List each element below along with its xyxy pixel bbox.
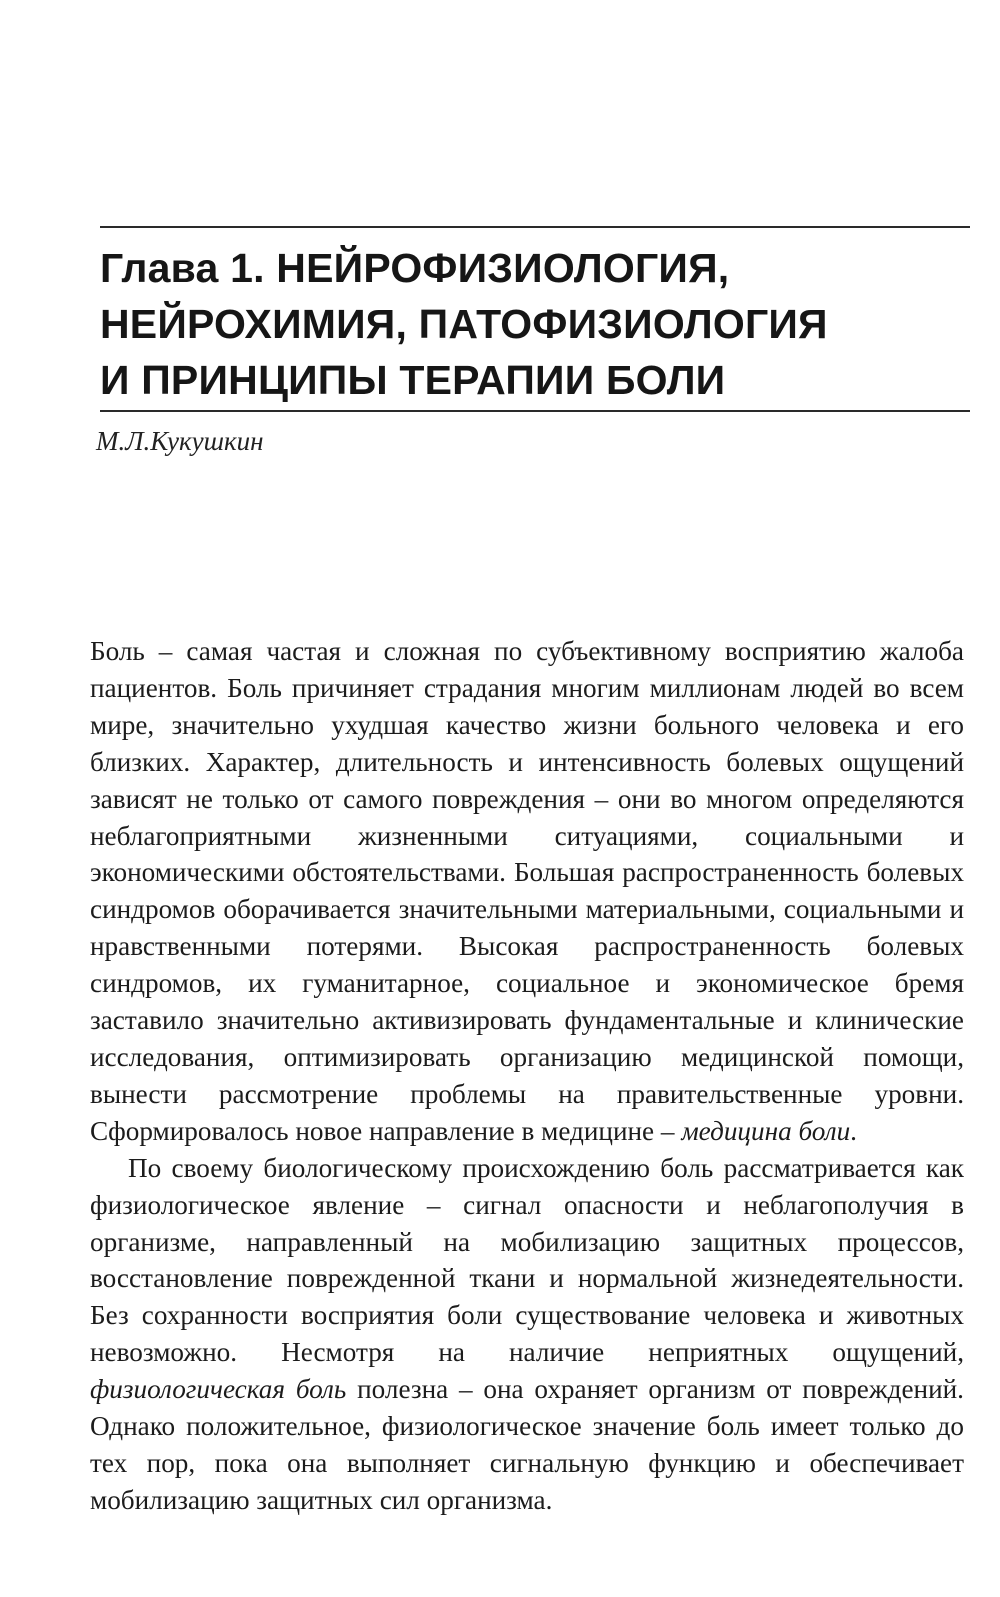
paragraph-1 xyxy=(90,633,964,1150)
paragraph-1-end: . xyxy=(850,1115,857,1146)
paragraph-2-text-after: полезна – она охраняет организм от повреждений. Однако положительное, физиологическое значение боль имеет только до тех пор, пока она выполняет сигнальную функцию и обеспечивает мобилизацию защитных сил организма. xyxy=(90,1374,964,1515)
header-bottom-rule xyxy=(100,410,970,412)
author-name: М.Л.Кукушкин xyxy=(96,426,264,456)
paragraph-2-emphasis: физиологическая боль xyxy=(90,1374,347,1405)
chapter-title-line-1: Глава 1. НЕЙРОФИЗИОЛОГИЯ, xyxy=(100,245,730,291)
chapter-title-line-2: НЕЙРОХИМИЯ, ПАТОФИЗИОЛОГИЯ xyxy=(100,301,828,347)
paragraph-1-emphasis: медицина боли xyxy=(681,1115,851,1146)
paragraph-2-text-before: По своему биологическому происхождению боль рассматривается как физиологическое явление – сигнал опасности и неблагополучия в организме, направленный на мобилизацию защитных процессов, восстановление поврежденной ткани и нормальной жизнедеятельности. Без сохранности восприятия боли существование человека и животных невозможно. Несмотря на наличие неприятных ощущений, xyxy=(90,1152,964,1368)
paragraph-2 xyxy=(90,1150,964,1519)
chapter-title-line-3: И ПРИНЦИПЫ ТЕРАПИИ БОЛИ xyxy=(100,357,726,403)
body-text xyxy=(90,633,964,1519)
paragraph-1-text: Боль – самая частая и сложная по субъективному восприятию жалоба пациентов. Боль причиняет страдания многим миллионам людей во всем мире, значительно ухудшая качество жизни больного человека и его близких. Характер, длительность и интенсивность болевых ощущений зависят не только от самого повреждения – они во многом определяются неблагоприятными жизненными ситуациями, социальными и экономическими обстоятельствами. Большая распространенность болевых синдромов оборачивается значительными материальными, социальными и нравственными потерями. Высокая распространенность болевых синдромов, их гуманитарное, социальное и экономическое бремя заставило значительно активизировать фундаментальные и клинические исследования, оптимизировать организацию медицинской помощи, вынести рассмотрение проблемы на правительственные уровни. Сформировалось новое направление в медицине – xyxy=(90,636,964,1146)
header-top-rule xyxy=(100,226,970,228)
chapter-title xyxy=(100,240,970,408)
